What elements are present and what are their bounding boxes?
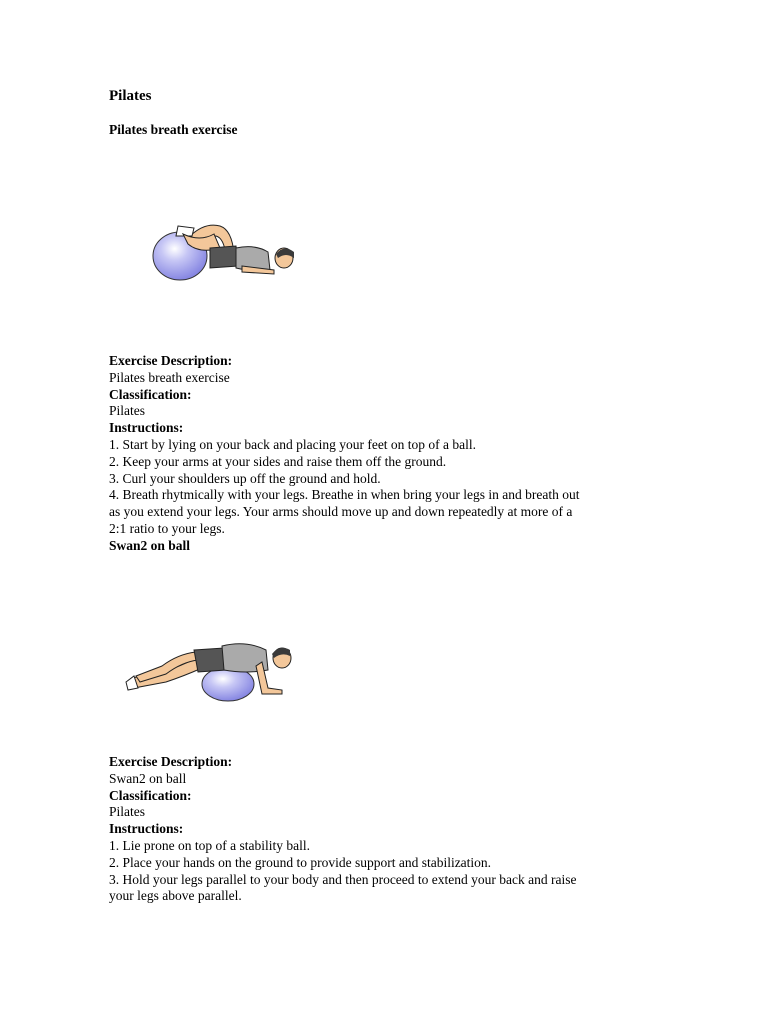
exercise-heading-swan: Swan2 on ball	[109, 537, 191, 553]
instruction-line: 3. Curl your shoulders up off the ground and hold.	[109, 470, 381, 486]
shorts	[210, 246, 238, 268]
description-label: Exercise Description:	[109, 754, 233, 769]
classification-value: Pilates	[109, 403, 145, 419]
instruction-line: 2. Place your hands on the ground to provide support and stabilization.	[109, 854, 492, 870]
instruction-line: 3. Hold your legs parallel to your body and then proceed to extend your back and raise	[109, 871, 577, 887]
classification-label: Classification:	[109, 386, 192, 402]
instruction-line: as you extend your legs. Your arms should move up and down repeatedly at more of a	[109, 504, 573, 520]
instructions-label: Instructions:	[109, 821, 184, 837]
classification-value: Pilates	[109, 804, 145, 820]
pilates-breath-illustration	[150, 214, 300, 284]
shorts	[194, 648, 226, 672]
exercise-block-breath	[109, 353, 669, 555]
description-value: Pilates breath exercise	[109, 369, 230, 385]
instruction-line: 2:1 ratio to your legs.	[109, 520, 225, 536]
exercise-block-swan	[109, 754, 669, 905]
instruction-line: your legs above parallel.	[109, 888, 242, 904]
instructions-label: Instructions:	[109, 420, 184, 436]
instruction-line: 2. Keep your arms at your sides and raise them off the ground.	[109, 453, 447, 469]
description-label: Exercise Description:	[109, 353, 233, 368]
instruction-line: 4. Breath rhytmically with your legs. Breathe in when bring your legs in and breath out	[109, 487, 580, 503]
swan-on-ball-illustration	[122, 638, 297, 703]
description-value: Swan2 on ball	[109, 770, 187, 786]
document-title: Pilates	[109, 88, 152, 104]
exercise-heading-breath: Pilates breath exercise	[109, 122, 238, 137]
instruction-line: 1. Start by lying on your back and placing your feet on top of a ball.	[109, 436, 477, 452]
instruction-line: 1. Lie prone on top of a stability ball.	[109, 837, 310, 853]
classification-label: Classification:	[109, 787, 192, 803]
